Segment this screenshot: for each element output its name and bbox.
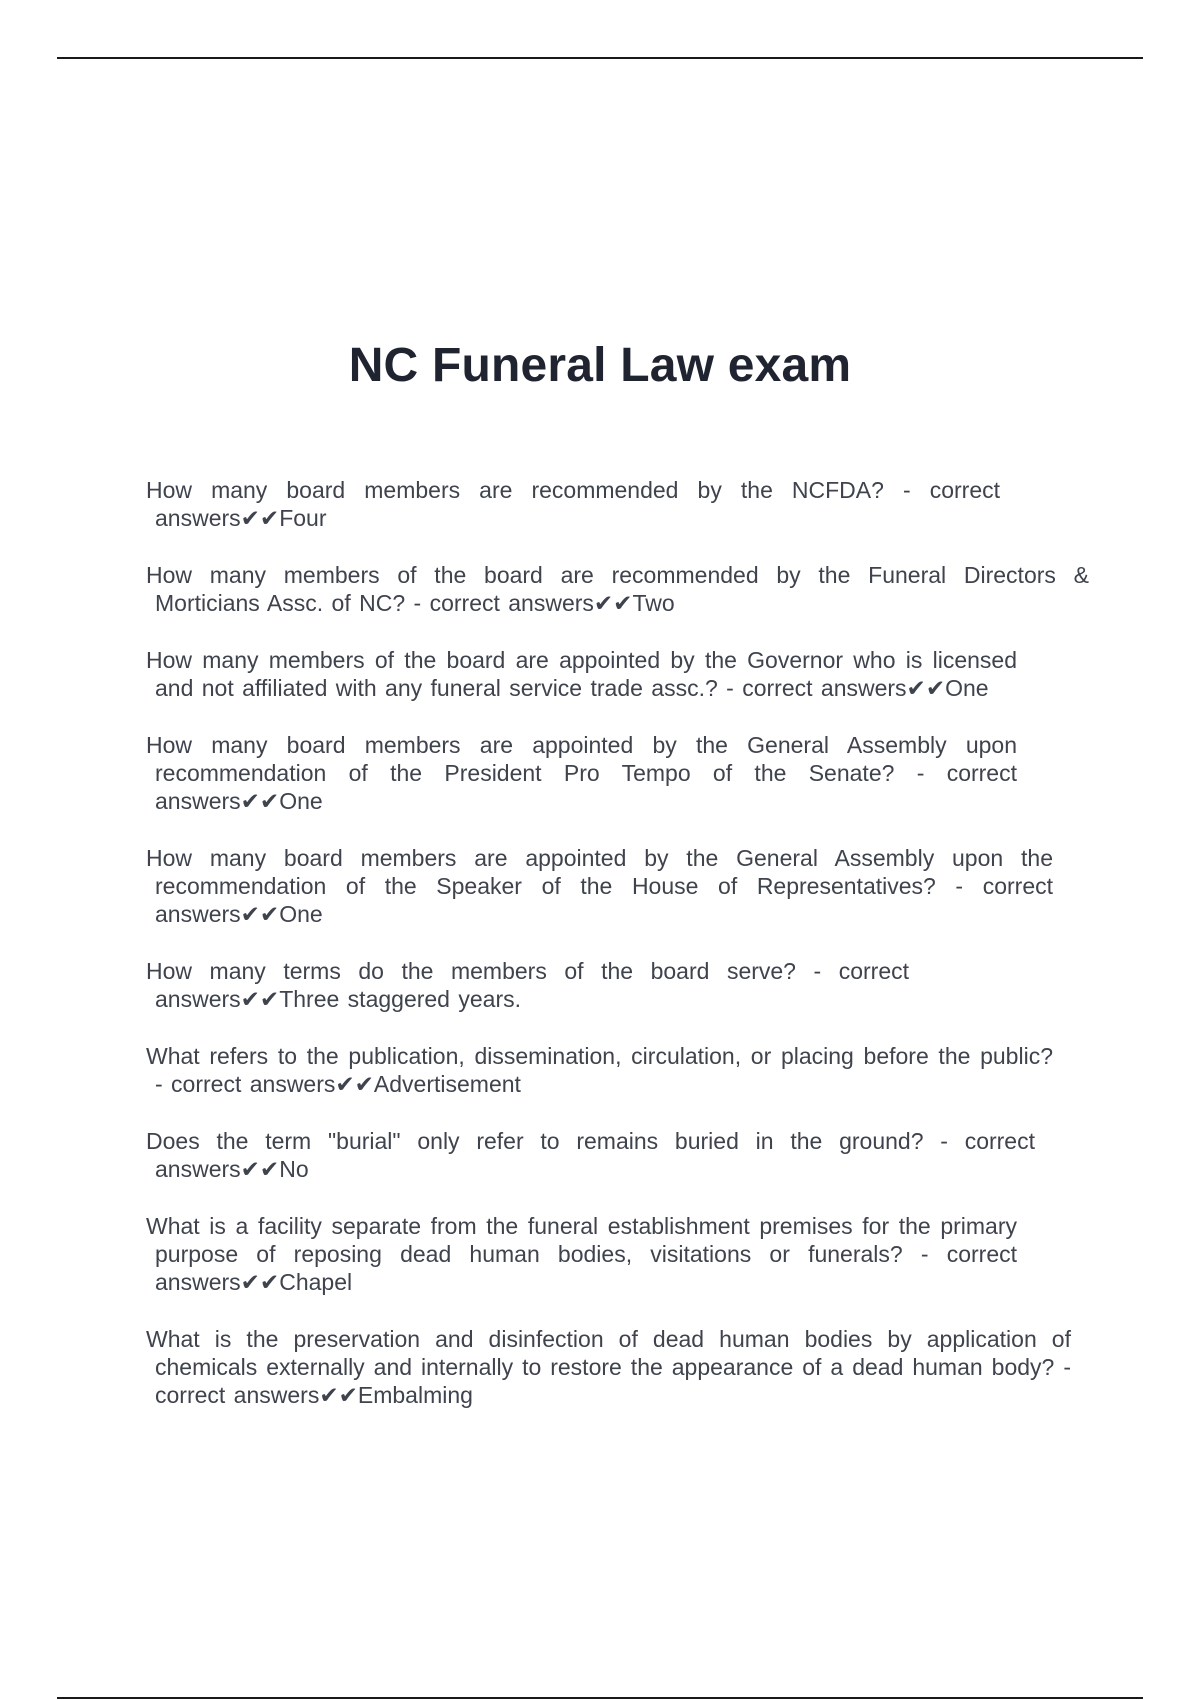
page-title: NC Funeral Law exam: [348, 339, 852, 392]
check-marks-icon: ✔✔: [240, 505, 280, 531]
answer-text: Chapel: [279, 1269, 353, 1295]
qa-item: [146, 1212, 1017, 1296]
qa-item: [146, 476, 1000, 532]
answer-separator: - correct answers: [155, 1128, 1035, 1182]
bottom-rule: [57, 1697, 1143, 1699]
answer-separator: - correct answers: [155, 1354, 1071, 1408]
check-marks-icon: ✔✔: [593, 590, 633, 616]
answer-text: Four: [279, 505, 327, 531]
check-marks-icon: ✔✔: [240, 986, 280, 1012]
check-marks-icon: ✔✔: [240, 788, 280, 814]
question-text: How many members of the board are recommended by the Funeral Directors & Morticians Assc. of NC?: [146, 562, 1089, 616]
qa-item: [146, 646, 1017, 702]
answer-text: One: [279, 788, 323, 814]
answer-text: One: [945, 675, 989, 701]
top-rule: [57, 57, 1143, 59]
question-text: How many terms do the members of the board serve?: [146, 958, 796, 984]
answer-text: Three staggered years.: [279, 986, 521, 1012]
question-text: How many board members are recommended by the NCFDA?: [146, 477, 884, 503]
question-text: What is a facility separate from the funeral establishment premises for the primary purpose of reposing dead human bodies, visitations or funerals?: [146, 1213, 1017, 1267]
question-text: How many members of the board are appointed by the Governor who is licensed and not affiliated with any funeral service trade assc.?: [146, 647, 1017, 701]
answer-text: One: [279, 901, 323, 927]
answer-separator: - correct answers: [717, 675, 907, 701]
answer-separator: - correct answers: [405, 590, 594, 616]
question-text: What refers to the publication, dissemination, circulation, or placing before the public?: [146, 1043, 1053, 1069]
answer-separator: - correct answers: [155, 1241, 1017, 1295]
qa-item: [146, 957, 909, 1013]
check-marks-icon: ✔✔: [319, 1382, 358, 1408]
answer-separator: - correct answers: [155, 958, 910, 1012]
answer-separator: - correct answers: [155, 477, 1001, 531]
qa-item: [146, 1325, 1071, 1409]
answer-separator: - correct answers: [155, 1071, 336, 1097]
qa-item: [146, 1042, 1053, 1098]
answer-text: No: [279, 1156, 309, 1182]
question-text: What is the preservation and disinfection of dead human bodies by application of chemicals externally and internally to restore the appearance of a dead human body?: [146, 1326, 1071, 1380]
answer-text: Embalming: [357, 1382, 473, 1408]
qa-item: [146, 844, 1053, 928]
question-text: How many board members are appointed by the General Assembly upon recommendation of the President Pro Tempo of the Senate?: [146, 732, 1017, 786]
check-marks-icon: ✔✔: [240, 1269, 280, 1295]
question-text: How many board members are appointed by the General Assembly upon the recommendation of the Speaker of the House of Representatives?: [146, 845, 1053, 899]
answer-separator: - correct answers: [155, 760, 1017, 814]
answer-text: Two: [632, 590, 675, 616]
check-marks-icon: ✔✔: [240, 1156, 280, 1182]
check-marks-icon: ✔✔: [240, 901, 280, 927]
check-marks-icon: ✔✔: [906, 675, 946, 701]
answer-text: Advertisement: [373, 1071, 521, 1097]
qa-item: [146, 1127, 1035, 1183]
question-text: Does the term "burial" only refer to remains buried in the ground?: [146, 1128, 924, 1154]
qa-list: [146, 476, 1089, 1438]
answer-separator: - correct answers: [155, 873, 1053, 927]
qa-item: [146, 561, 1089, 617]
check-marks-icon: ✔✔: [335, 1071, 374, 1097]
qa-item: [146, 731, 1017, 815]
